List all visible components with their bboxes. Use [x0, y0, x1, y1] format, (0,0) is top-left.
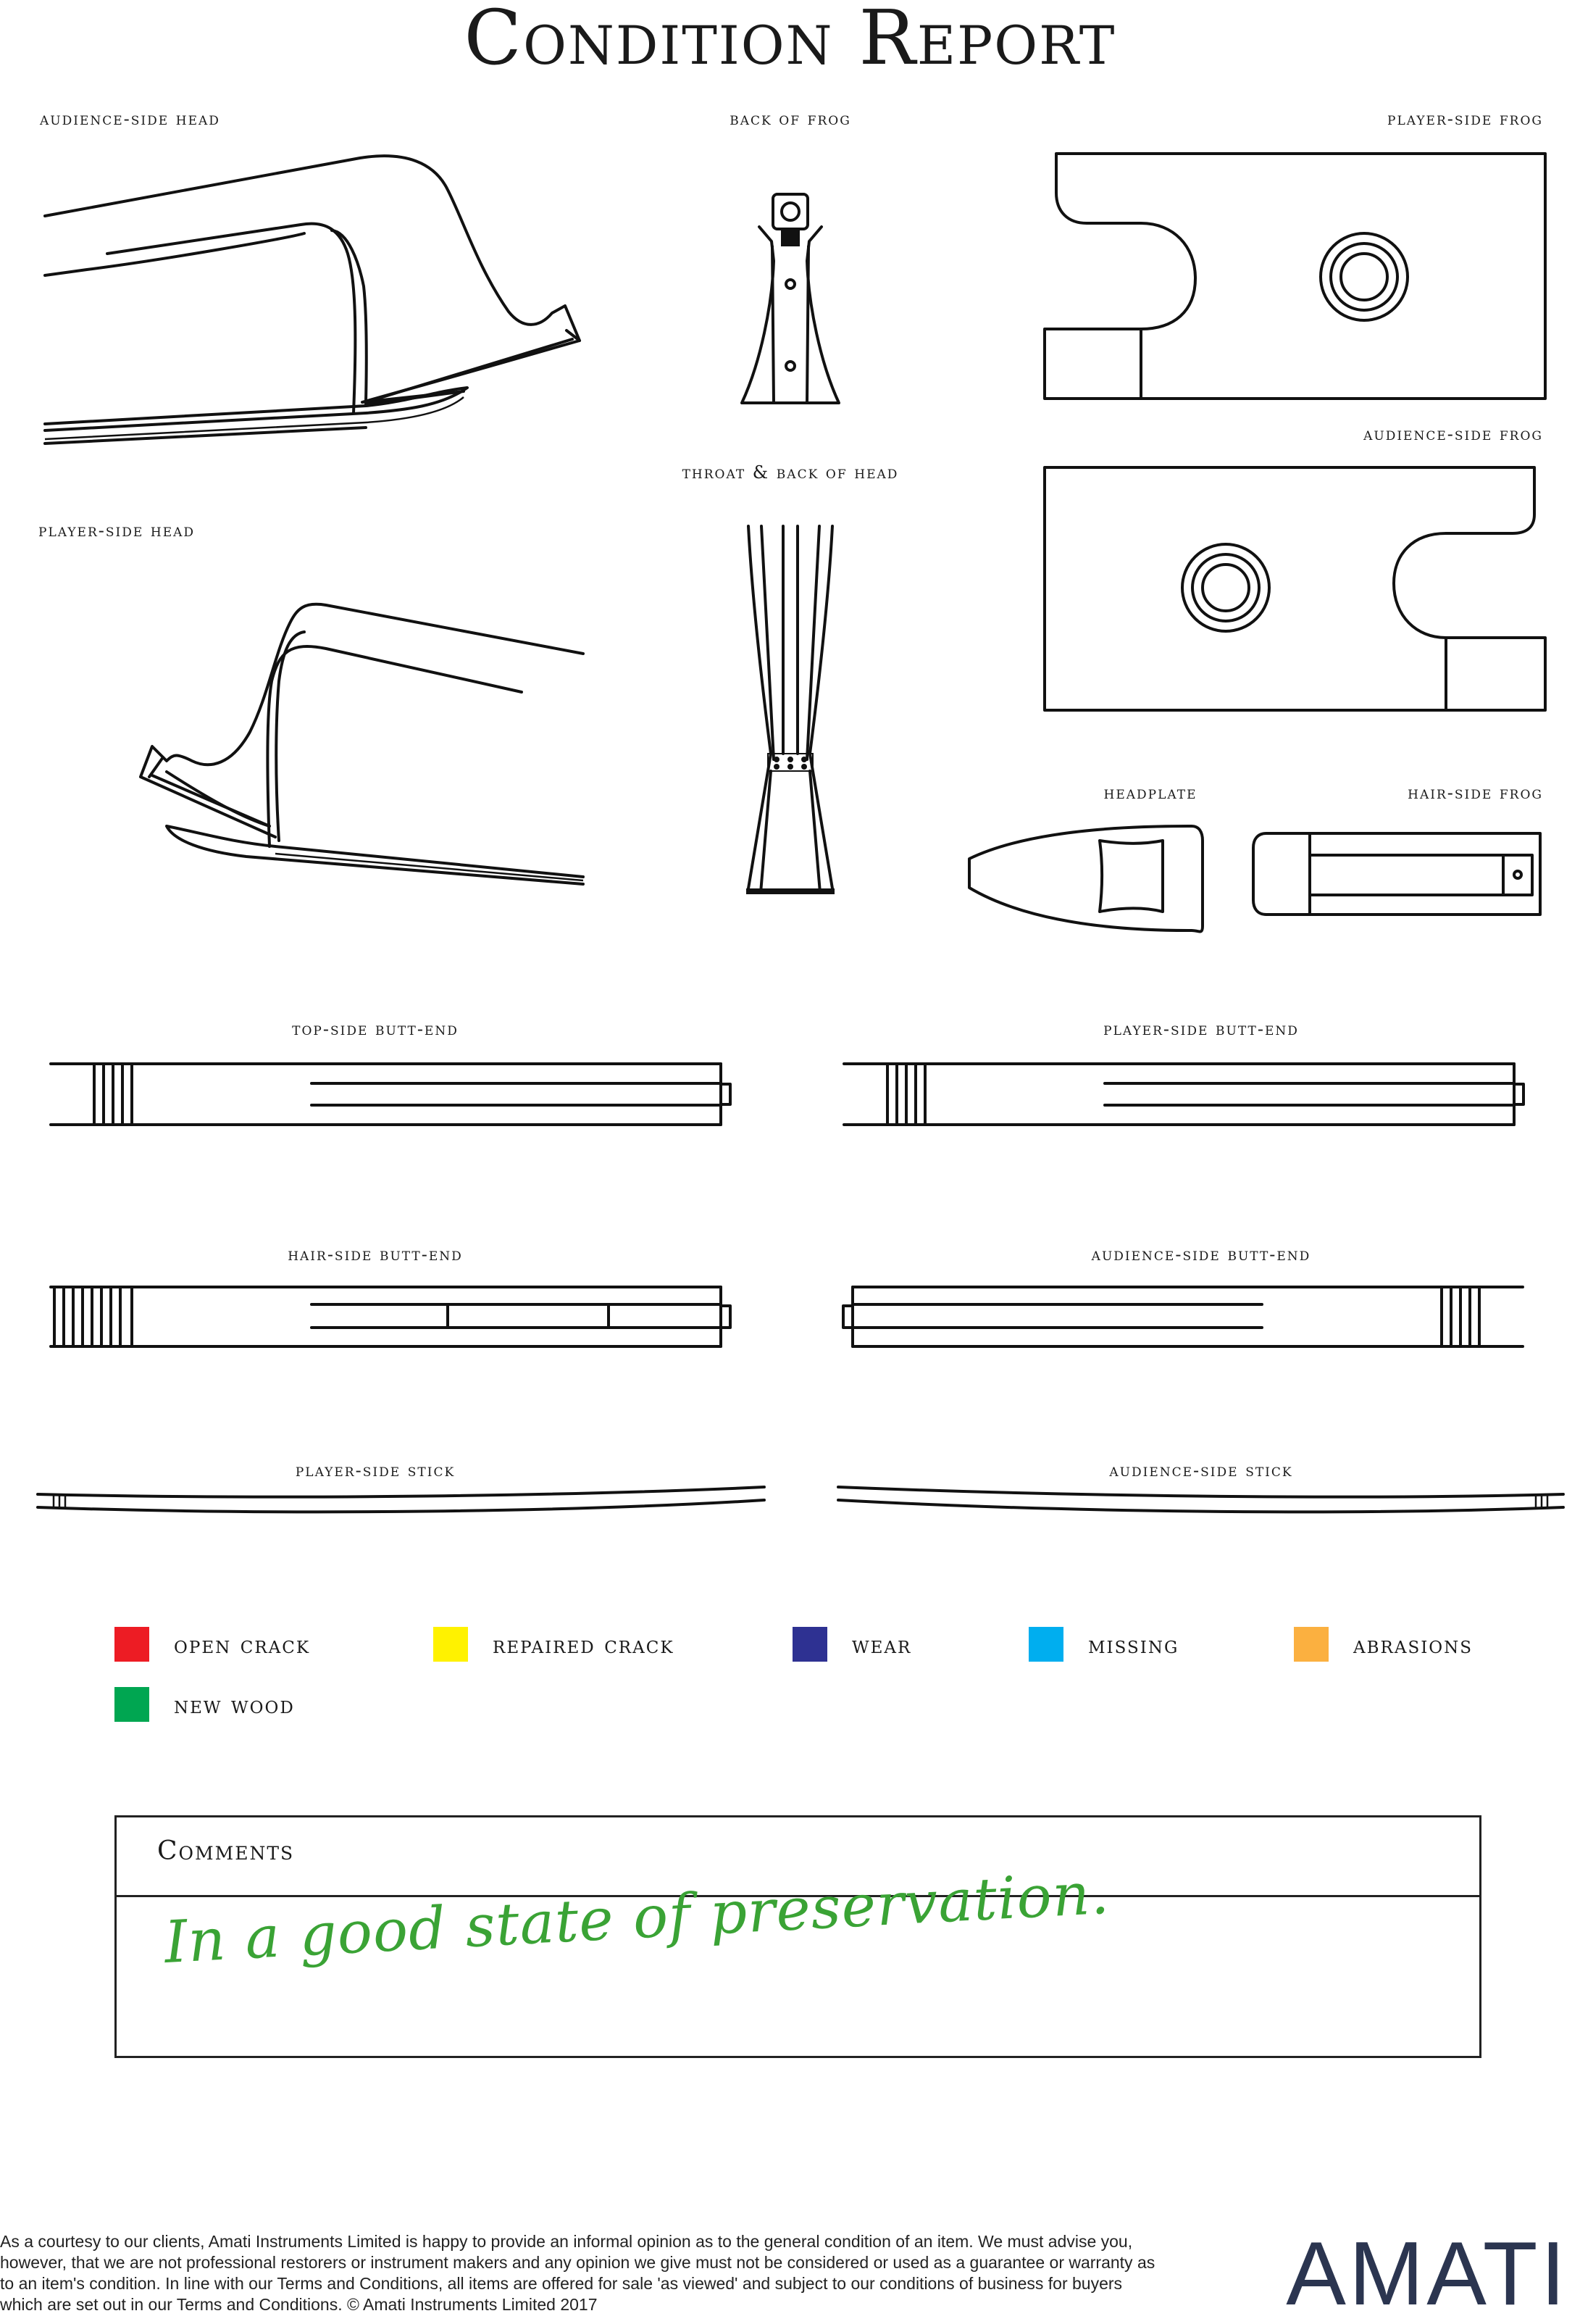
- legend-label: abrasions: [1353, 1630, 1474, 1659]
- comments-heading: Comments: [117, 1817, 1479, 1897]
- legend-missing: [1029, 1627, 1179, 1662]
- label-top-side-butt-end: top-side butt-end: [292, 1019, 459, 1039]
- comments-handwritten-text[interactable]: In a good state of preservation.: [162, 1859, 1111, 1976]
- label-player-side-stick: player-side stick: [295, 1460, 456, 1480]
- label-throat-back-of-head: throat & back of head: [682, 462, 899, 483]
- legend-swatch: [1294, 1627, 1329, 1662]
- legend-new-wood: [114, 1687, 295, 1722]
- legend-swatch: [114, 1627, 149, 1662]
- player-side-stick-drawing: [38, 1487, 764, 1512]
- brand-logo: AMATI: [1286, 2224, 1568, 2324]
- back-of-frog-drawing: [742, 194, 839, 403]
- label-audience-side-stick: audience-side stick: [1109, 1460, 1293, 1480]
- hair-side-frog-drawing: [1253, 833, 1540, 915]
- label-audience-side-head: audience-side head: [40, 109, 220, 129]
- audience-side-stick-drawing: [838, 1487, 1563, 1512]
- legend-swatch: [793, 1627, 827, 1662]
- legend-wear: [793, 1627, 911, 1662]
- label-back-of-frog: back of frog: [730, 109, 851, 129]
- label-player-side-butt-end: player-side butt-end: [1103, 1019, 1299, 1039]
- page-title: Condition Report: [464, 0, 1116, 82]
- legend-open-crack: [114, 1627, 310, 1662]
- player-side-head-drawing: [141, 604, 583, 884]
- throat-back-of-head-drawing: [746, 526, 835, 894]
- legend-swatch: [1029, 1627, 1063, 1662]
- legend-label: missing: [1088, 1630, 1179, 1659]
- label-hair-side-frog: hair-side frog: [1408, 783, 1543, 803]
- legend-abrasions: [1294, 1627, 1473, 1662]
- legend-label: open crack: [174, 1630, 311, 1659]
- label-player-side-head: player-side head: [38, 520, 196, 541]
- headplate-drawing: [969, 826, 1203, 932]
- legend-repaired-crack: [433, 1627, 674, 1662]
- player-side-frog-drawing: [1045, 154, 1545, 399]
- legend-swatch: [114, 1687, 149, 1722]
- audience-side-butt-end-drawing: [843, 1287, 1523, 1346]
- label-audience-side-butt-end: audience-side butt-end: [1091, 1244, 1311, 1265]
- label-audience-side-frog: audience-side frog: [1363, 424, 1543, 444]
- player-side-butt-end-drawing: [844, 1064, 1523, 1125]
- top-side-butt-end-drawing: [51, 1064, 730, 1125]
- audience-side-head-drawing: [45, 156, 580, 443]
- legend-label: wear: [852, 1630, 912, 1659]
- footer-disclaimer: As a courtesy to our clients, Amati Instruments Limited is happy to provide an informal opinion as to the general condition of an item. We must advise you, however, that we are not professional restorers or instrument makers and any opinion we give must not be considered or used as a guarantee or warranty as to an item's condition. In line with our Terms and Conditions, all items are offered for sale 'as viewed' and subject to our conditions of business for buyers which are set out in our Terms and Conditions. © Amati Instruments Limited 2017: [0, 2232, 1155, 2314]
- label-headplate: headplate: [1103, 783, 1197, 803]
- audience-side-frog-drawing: [1045, 467, 1545, 710]
- legend-swatch: [433, 1627, 468, 1662]
- hair-side-butt-end-drawing: [51, 1287, 730, 1346]
- legend-label: new wood: [174, 1690, 295, 1719]
- legend-label: repaired crack: [493, 1630, 674, 1659]
- label-player-side-frog: player-side frog: [1387, 109, 1543, 129]
- label-hair-side-butt-end: hair-side butt-end: [288, 1244, 463, 1265]
- comments-box: [114, 1815, 1481, 2058]
